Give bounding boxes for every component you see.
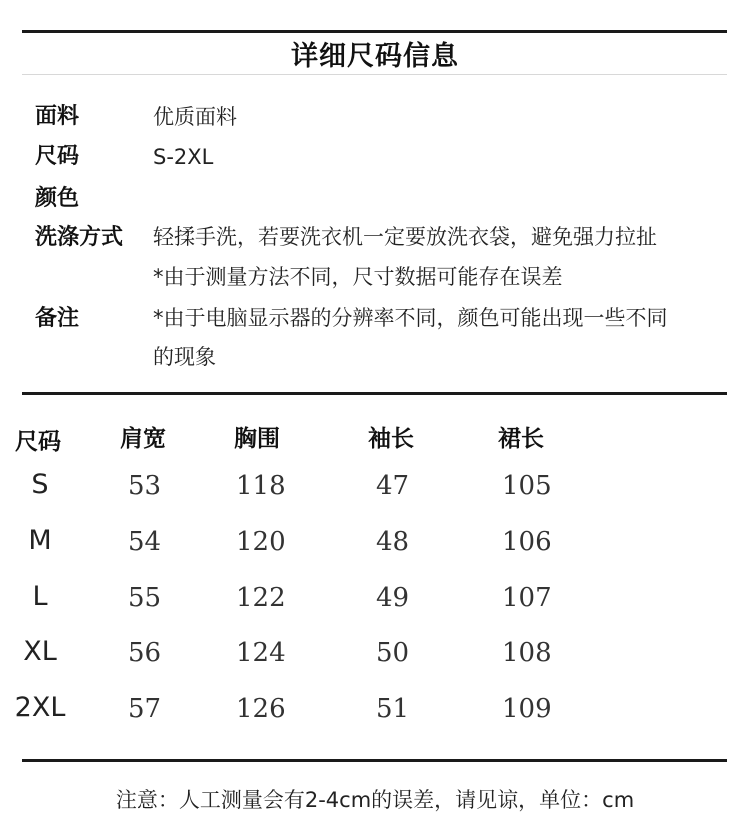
sleeve-cell: 50	[376, 638, 410, 668]
header-length: 裙长	[498, 426, 544, 452]
size-cell: S	[31, 469, 49, 500]
length-cell: 107	[502, 583, 552, 613]
page-title: 详细尺码信息	[291, 41, 459, 72]
sleeve-cell: 51	[376, 694, 410, 724]
shoulder-cell: 55	[128, 583, 162, 613]
color-label: 颜色	[35, 186, 80, 211]
wash-value: 轻揉手洗，若要洗衣机一定要放洗衣袋，避免强力拉扯	[153, 225, 657, 249]
shoulder-cell: 56	[128, 638, 162, 668]
size-cell: L	[32, 581, 48, 612]
remark-label: 备注	[35, 306, 80, 331]
shoulder-cell: 57	[128, 694, 162, 724]
fabric-label: 面料	[35, 104, 80, 129]
size-cell: XL	[23, 636, 57, 667]
measurement-note: 注意：人工测量会有2-4cm的误差，请见谅，单位：cm	[115, 788, 635, 812]
shoulder-cell: 53	[128, 471, 162, 501]
remark-line-2: 的现象	[153, 345, 216, 369]
sleeve-cell: 49	[376, 583, 410, 613]
header-size: 尺码	[15, 429, 61, 455]
header-sleeve: 袖长	[368, 426, 414, 452]
size-label: 尺码	[35, 144, 80, 169]
header-shoulder: 肩宽	[120, 426, 166, 452]
header-bust: 胸围	[234, 426, 280, 452]
wash-label: 洗涤方式	[35, 225, 124, 250]
table-top-rule	[22, 392, 727, 395]
title-underline	[22, 74, 727, 75]
bust-cell: 118	[236, 471, 286, 501]
length-cell: 105	[502, 471, 552, 501]
bust-cell: 126	[236, 694, 286, 724]
length-cell: 108	[502, 638, 552, 668]
length-cell: 106	[502, 527, 552, 557]
remark-line-1: *由于电脑显示器的分辨率不同，颜色可能出现一些不同	[153, 306, 668, 330]
wash-note: *由于测量方法不同，尺寸数据可能存在误差	[153, 265, 563, 289]
length-cell: 109	[502, 694, 552, 724]
table-bottom-rule	[22, 759, 727, 762]
size-cell: M	[28, 525, 52, 556]
bust-cell: 122	[236, 583, 286, 613]
bust-cell: 124	[236, 638, 286, 668]
top-rule	[22, 30, 727, 33]
bust-cell: 120	[236, 527, 286, 557]
shoulder-cell: 54	[128, 527, 162, 557]
sleeve-cell: 47	[376, 471, 410, 501]
sleeve-cell: 48	[376, 527, 410, 557]
fabric-value: 优质面料	[153, 105, 237, 129]
size-range-value: S-2XL	[153, 145, 214, 169]
size-cell: 2XL	[14, 692, 66, 723]
